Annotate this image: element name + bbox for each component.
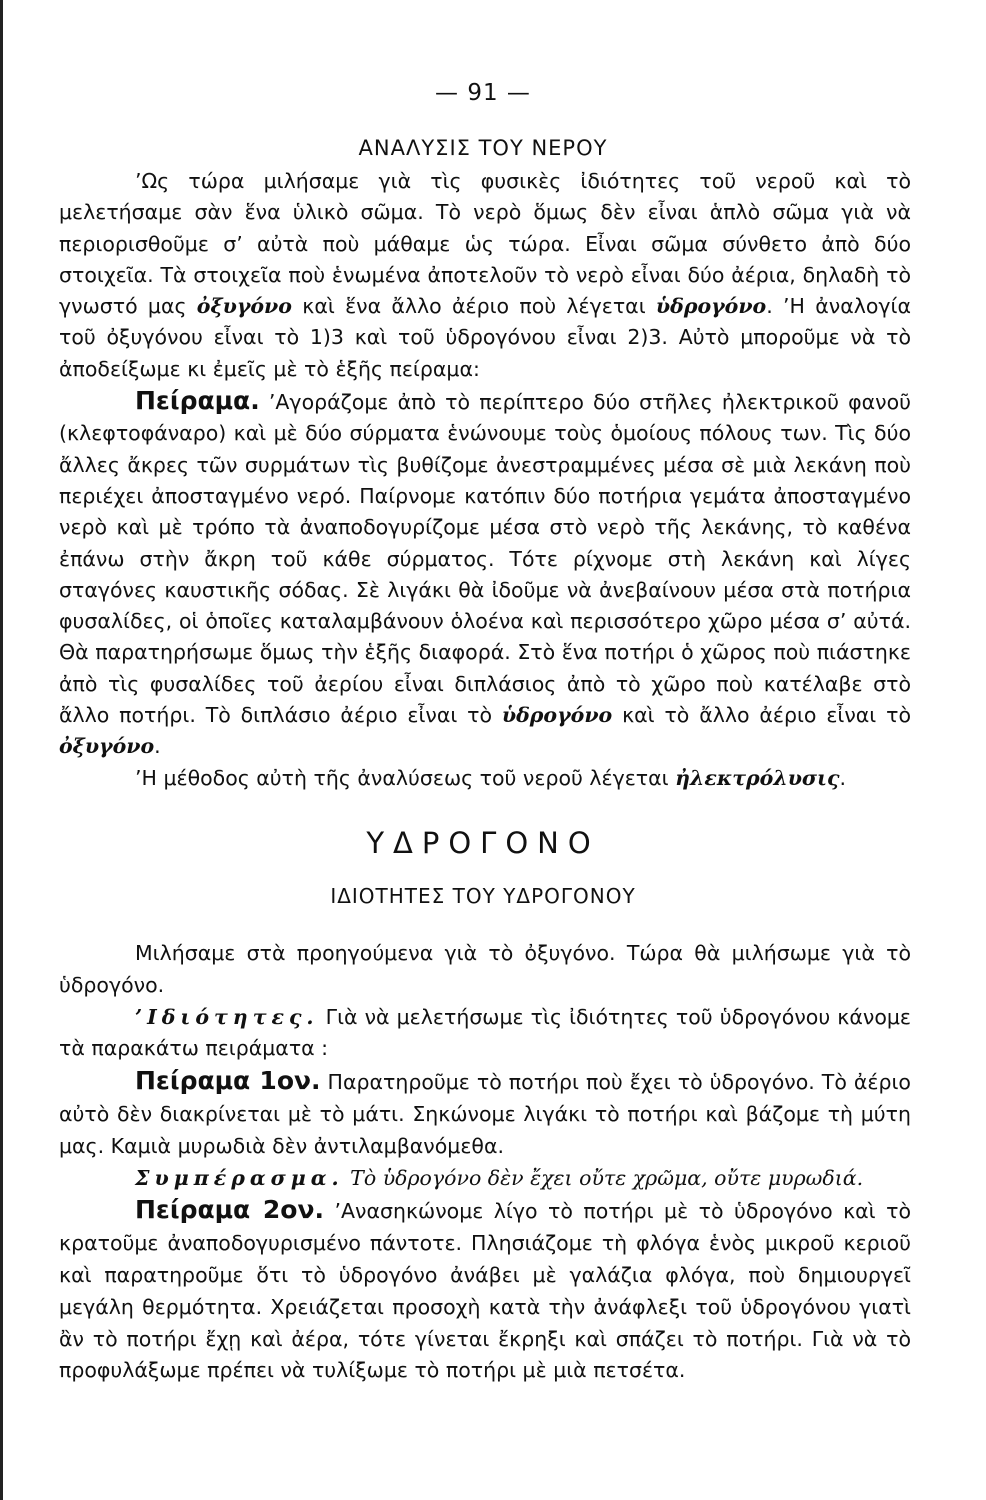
emphasis-hydrogen: ὑδρογόνο — [655, 294, 767, 319]
body-section-2 — [59, 938, 911, 1387]
paragraph-properties — [59, 1002, 911, 1066]
chapter-title: ΥΔΡΟΓΟΝΟ — [366, 826, 600, 860]
text-run: καὶ τὸ ἄλλο ἀέριο εἶναι τὸ — [612, 703, 911, 728]
paragraph-hydrogen-intro: Μιλήσαμε στὰ προηγούμενα γιὰ τὸ ὀξυγόνο. Τώρα θὰ μιλήσωμε γιὰ τὸ ὑδρογόνο. — [59, 941, 911, 997]
emphasis-oxygen: ὀξυγόνο — [196, 294, 292, 319]
text-run: ’Ανασηκώνομε λίγο τὸ ποτήρι μὲ τὸ ὑδρογόνο καὶ τὸ κρατοῦμε ἀναποδογυρισμένο πάντοτε. Πλησιάζομε τὴ φλόγα ἑνὸς μικροῦ κεριοῦ καὶ παρατηροῦμε ὅτι τὸ ὑδρογόνο ἀνάβει μὲ γαλάζια φλόγα, ποὺ δημιουργεῖ μεγάλη θερμότητα. Χρειάζεται προσοχὴ κατὰ τὴν ἀνάφλεξι τοῦ ὑδρογόνου γιατὶ ἂν τὸ ποτήρι ἔχῃ καὶ ἀέρα, τότε γίνεται ἔκρηξι καὶ σπάζει τὸ ποτήρι. Γιὰ νὰ τὸ προφυλάξωμε πρέπει νὰ τυλίξωμε τὸ ποτήρι μὲ μιὰ πετσέτα. — [59, 1199, 911, 1383]
subsection-title: ΙΔΙΟΤΗΤΕΣ ΤΟΥ ΥΔΡΟΓΟΝΟΥ — [330, 884, 636, 908]
conclusion-heading: Συμπέρασμα. — [135, 1165, 344, 1190]
conclusion-text: Τὸ ὑδρογόνο δὲν ἔχει οὔτε χρῶμα, οὔτε μυρωδιά. — [343, 1165, 864, 1190]
body-section-1 — [59, 166, 911, 794]
paragraph-method — [59, 763, 911, 794]
paragraph-experiment-1 — [59, 1065, 911, 1162]
page-number: — 91 — — [435, 80, 531, 106]
section-title: ΑΝΑΛΥΣΙΣ ΤΟΥ ΝΕΡΟΥ — [358, 136, 608, 160]
emphasis-electrolysis: ἠλεκτρόλυσις — [675, 765, 840, 790]
properties-heading: ’Ιδιότητες. — [135, 1004, 319, 1029]
experiment-1-heading: Πείραμα 1ον. — [135, 1066, 321, 1096]
emphasis-oxygen: ὀξυγόνο — [59, 734, 155, 759]
text-run: Γιὰ νὰ μελετήσωμε τὶς ἰδιότητες τοῦ ὑδρογόνου κάνομε τὰ παρακάτω πειράματα : — [59, 1004, 911, 1061]
paragraph-experiment — [59, 385, 911, 763]
text-run: ’Ως τώρα μιλήσαμε γιὰ τὶς φυσικὲς ἰδιότητες τοῦ νεροῦ καὶ τὸ μελετήσαμε σὰν ἕνα ὑλικὸ σῶμα. Τὸ νερὸ ὅμως δὲν εἶναι ἁπλὸ σῶμα γιὰ νὰ περιορισθοῦμε σ’ αὐτὰ ποὺ μάθαμε ὡς τώρα. Εἶναι σῶμα σύνθετο ἀπὸ δύο στοιχεῖα. Τὰ στοιχεῖα ποὺ ἑνωμένα ἀποτελοῦν τὸ νερὸ εἶναι δύο ἀέρια, δηλαδὴ τὸ γνωστό μας — [59, 169, 911, 319]
text-run: Παρατηροῦμε τὸ ποτήρι ποὺ ἔχει τὸ ὑδρογόνο. Τὸ ἀέριο αὐτὸ δὲν διακρίνεται μὲ τὸ μάτι. Σηκώνομε λιγάκι τὸ ποτήρι καὶ βάζομε τὴ μύτη μας. Καμιὰ μυρωδιὰ δὲν ἀντιλαμβανόμεθα. — [59, 1070, 911, 1158]
paragraph-experiment-2 — [59, 1194, 911, 1387]
text-run: ’Η μέθοδος αὐτὴ τῆς ἀναλύσεως τοῦ νεροῦ λέγεται — [135, 765, 676, 790]
paragraph-conclusion — [59, 1163, 911, 1195]
emphasis-hydrogen: ὑδρογόνο — [501, 703, 613, 728]
paragraph-intro — [59, 166, 911, 385]
text-run: . — [154, 734, 161, 759]
text-run: . — [839, 765, 846, 790]
text-run: . ’Η ἀναλογία τοῦ ὀξυγόνου εἶναι τὸ 1)3 καὶ τοῦ ὑδρογόνου εἶναι 2)3. Αὐτὸ μποροῦμε νὰ τὸ ἀποδείξωμε κι ἐμεῖς μὲ τὸ ἑξῆς πείραμα: — [59, 294, 911, 381]
experiment-heading: Πείραμα. — [135, 386, 260, 416]
text-run: ’Αγοράζομε ἀπὸ τὸ περίπτερο δύο στῆλες ἠλεκτρικοῦ φανοῦ (κλεφτοφάναρο) καὶ μὲ δύο σύρματα ἑνώνουμε τοὺς ὁμοίους πόλους των. Τὶς δύο ἄλλες ἄκρες τῶν συρμάτων τὶς βυθίζομε ἀνεστραμμένες μέσα σὲ μιὰ λεκάνη ποὺ περιέχει ἀποσταγμένο νερό. Παίρνομε κατόπιν δύο ποτήρια γεμάτα ἀποσταγμένο νερὸ καὶ μὲ τρόπο τὰ ἀναποδογυρίζομε μέσα στὸ νερὸ τῆς λεκάνης, τὸ καθένα ἐπάνω στὴν ἄκρη τοῦ κάθε σύρματος. Τότε ρίχνομε στὴ λεκάνη καὶ λίγες σταγόνες καυστικῆς σόδας. Σὲ λιγάκι θὰ ἰδοῦμε νὰ ἀνεβαίνουν μέσα στὰ ποτήρια φυσαλίδες, οἱ ὁποῖες καταλαμβάνουν ὁλοένα καὶ περισσότερο χῶρο μέσα σ’ αὐτά. Θὰ παρατηρήσωμε ὅμως τὴν ἑξῆς διαφορά. Στὸ ἕνα ποτήρι ὁ χῶρος ποὺ πιάστηκε ἀπὸ τὶς φυσαλίδες τοῦ ἀερίου εἶναι διπλάσιος ἀπὸ τὸ χῶρο ποὺ κατέλαβε στὸ ἄλλο ποτήρι. Τὸ διπλάσιο ἀέριο εἶναι τὸ — [59, 390, 911, 728]
text-run: καὶ ἕνα ἄλλο ἀέριο ποὺ λέγεται — [291, 294, 656, 319]
experiment-2-heading: Πείραμα 2ον. — [135, 1195, 324, 1225]
